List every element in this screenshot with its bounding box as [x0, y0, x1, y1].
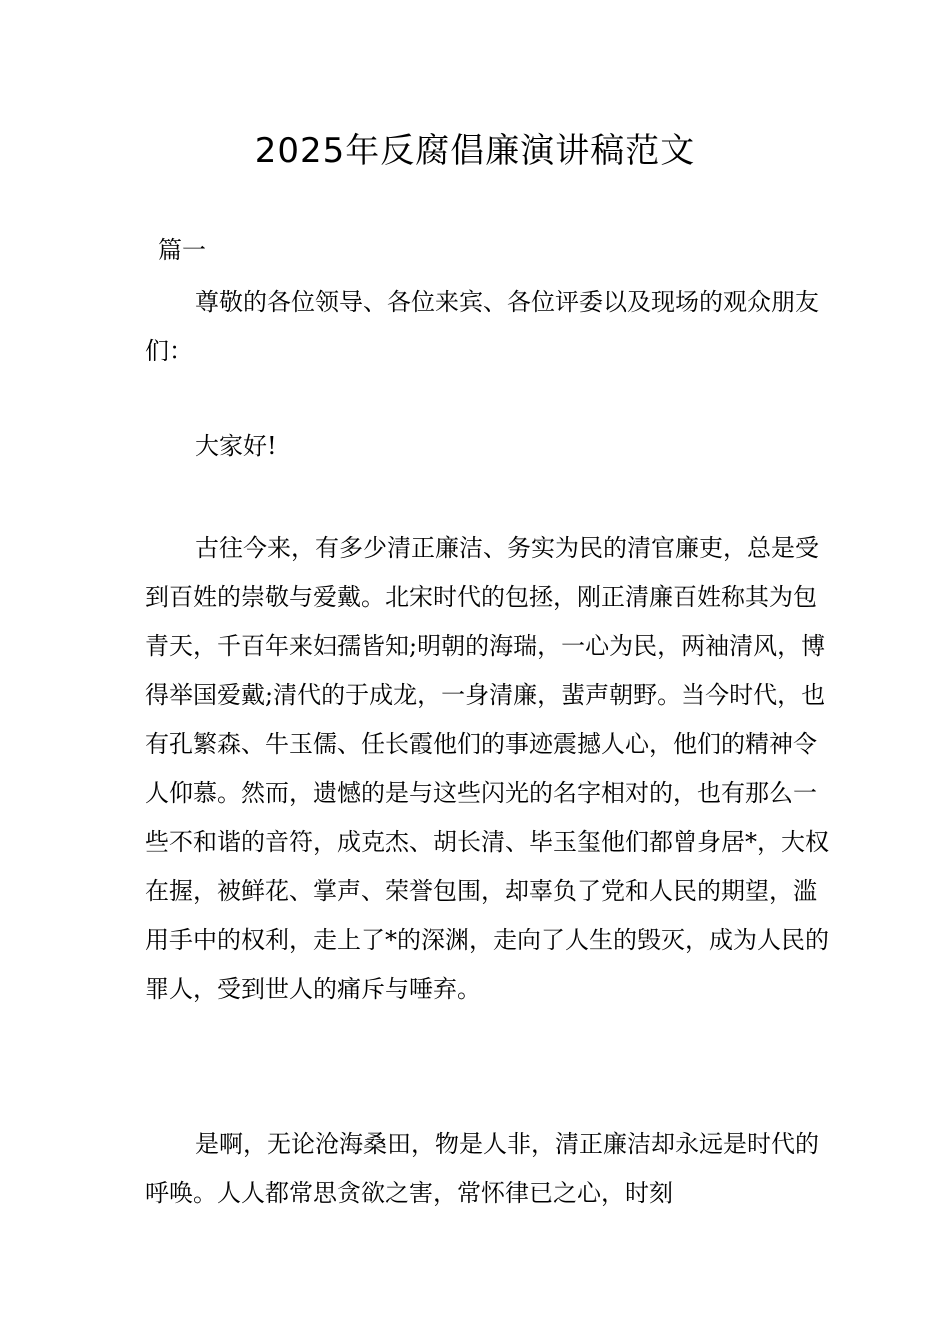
- paragraph-body-1: 古往今来，有多少清正廉洁、务实为民的清官廉吏，总是受到百姓的崇敬与爱戴。北宋时代的包拯，刚正清廉百姓称其为包青天，千百年来妇孺皆知;明朝的海瑞，一心为民，两袖清风，博得举国爱戴;清代的于成龙，一身清廉，蜚声朝野。当今时代，也有孔繁森、牛玉儒、任长霞他们的事迹震撼人心，他们的精神令人仰慕。然而，遗憾的是与这些闪光的名字相对的，也有那么一些不和谐的音符，成克杰、胡长清、毕玉玺他们都曾身居*，大权在握，被鲜花、掌声、荣誉包围，却辜负了党和人民的期望，滥用手中的权利，走上了*的深渊，走向了人生的毁灭，成为人民的罪人，受到世人的痛斥与唾弃。: [145, 534, 829, 1003]
- section-label: 篇一: [158, 236, 206, 264]
- paragraph-greeting: 尊敬的各位领导、各位来宾、各位评委以及现场的观众朋友们：: [145, 288, 819, 365]
- paragraph-body-2: 是啊，无论沧海桑田，物是人非，清正廉洁却永远是时代的呼唤。人人都常思贪欲之害，常怀律已之心，时刻: [145, 1130, 819, 1207]
- paragraph-hello: 大家好!: [195, 432, 277, 460]
- document-title: 2025年反腐倡廉演讲稿范文: [254, 131, 696, 171]
